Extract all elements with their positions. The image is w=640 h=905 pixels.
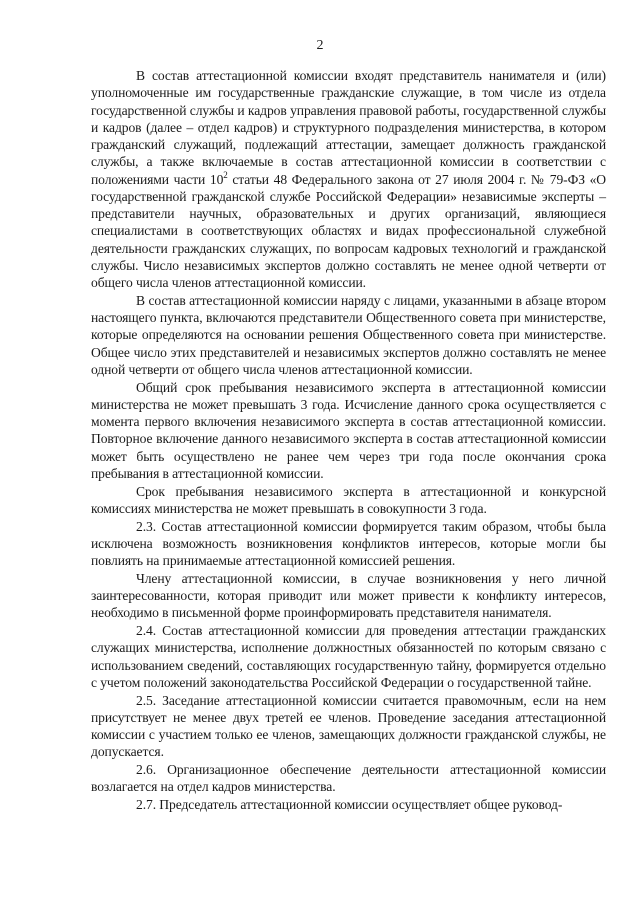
paragraph-conflict-of-interest: Члену аттестационной комиссии, в случае возникновения у него личной заинтересованности, которая приводит или может привести к конфликту интересов, необходимо в письменной форме проинформировать представителя нанимателя. <box>91 570 606 621</box>
paragraph-2-3: 2.3. Состав аттестационной комиссии формируется таким образом, чтобы была исключена возможность возникновения конфликтов интересов, которые могли бы повлиять на принимаемые аттестационной комиссией решения. <box>91 518 606 568</box>
paragraph-2-7: 2.7. Председатель аттестационной комиссии осуществляет общее руковод- <box>136 797 563 812</box>
paragraph-commission-composition <box>91 67 606 291</box>
paragraph-text-part: В состав аттестационной комиссии входят представитель нанимателя и (или) уполномоченные им государственные гражданские служащие, в том числе из отдела государственной службы и кадров управления правовой работы, государственной службы и кадров (далее – отдел кадров) и структурного подразделения министерства, в котором гражданский служащий, подлежащий аттестации, замещает должность гражданской службы, а также включаемые в состав аттестационной комиссии в соответствии с положениями части 10 <box>91 68 606 187</box>
paragraph-expert-term: Общий срок пребывания независимого эксперта в аттестационной комиссии министерства не может превышать 3 года. Исчисление данного срока осуществляется с момента первого включения независимого эксперта в состав аттестационной комиссии. Повторное включение данного независимого эксперта в состав аттестационной комиссии может быть осуществлено не ранее чем через три года после окончания срока пребывания в аттестационной комиссии. <box>91 379 606 481</box>
paragraph-text-part: статьи 48 Федерального закона от 27 июля 2004 г. № 79-ФЗ «О государственной гражданской службе Российской Федерации» независимые эксперты – представители научных, образовательных и других организаций, являющиеся специалистами в соответствующих областях и видах профессиональной служебной деятельности гражданских служащих, по вопросам кадровых технологий и гражданской службы. Число независимых экспертов должно составлять не менее одной четверти от общего числа членов аттестационной комиссии. <box>91 171 607 290</box>
paragraph-2-6: 2.6. Организационное обеспечение деятельности аттестационной комиссии возлагается на отдел кадров министерства. <box>91 762 606 795</box>
document-body <box>91 67 606 813</box>
page-number: 2 <box>316 38 324 53</box>
paragraph-expert-term-total: Срок пребывания независимого эксперта в аттестационной и конкурсной комиссиях министерства не может превышать в совокупности 3 года. <box>91 483 606 516</box>
paragraph-2-4: 2.4. Состав аттестационной комиссии для проведения аттестации гражданских служащих министерства, исполнение должностных обязанностей по которым связано с использованием сведений, составляющих государственную тайну, формируется отдельно с учетом положений законодательства Российской Федерации о государственной тайне. <box>91 623 606 690</box>
paragraph-2-5: 2.5. Заседание аттестационной комиссии считается правомочным, если на нем присутствует не менее двух третей ее членов. Проведение заседания аттестационной комиссии с участием только ее членов, замещающих должности гражданской службы, не допускается. <box>91 692 606 760</box>
superscript: 2 <box>223 169 228 180</box>
paragraph-public-council: В состав аттестационной комиссии наряду с лицами, указанными в абзаце втором настоящего пункта, включаются представители Общественного совета при министерстве, которые определяются на основании решения Общественного совета при министерстве. Общее число этих представителей и независимых экспертов должно составлять не менее одной четверти от общего числа членов аттестационной комиссии. <box>91 292 606 377</box>
